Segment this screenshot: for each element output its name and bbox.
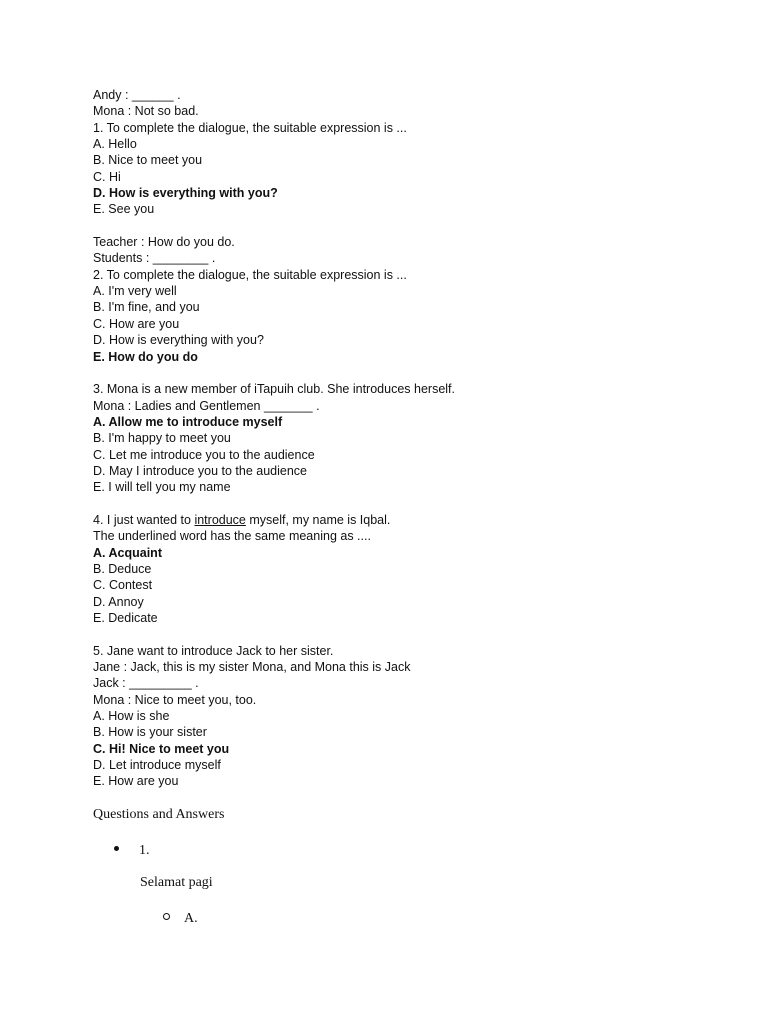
q3-option-e: E. I will tell you my name [93, 480, 231, 495]
q4-option-e: E. Dedicate [93, 611, 158, 625]
q1-question: 1. To complete the dialogue, the suitable expression is ... [93, 120, 407, 135]
q3-option-d: D. May I introduce you to the audience [93, 463, 308, 478]
q5-dialogue-jane: Jane : Jack, this is my sister Mona, and Mona this is Jack [93, 660, 411, 675]
q5-option-a: A. How is she [93, 709, 170, 724]
q1-option-d: D. How is everything with you? [93, 186, 278, 201]
qa-heading: Questions and Answers [93, 807, 225, 822]
q1-dialogue-mona: Mona : Not so bad. [93, 104, 199, 119]
q4-question-post: myself, my name is Iqbal. [245, 512, 391, 527]
q1-option-b: B. Nice to meet you [93, 153, 203, 168]
qa-sub-item-a [163, 911, 198, 927]
spacer [93, 626, 733, 642]
circle-bullet-icon [163, 913, 170, 920]
spacer [93, 496, 733, 512]
qa-list-item-1 [114, 843, 150, 859]
q4-option-a: A. Acquaint [93, 545, 162, 560]
q2-dialogue-students: Students : ________ . [93, 251, 216, 266]
bullet-icon [114, 846, 119, 851]
quiz-body [93, 87, 733, 790]
q4-question [93, 512, 733, 528]
q4-option-b: B. Deduce [93, 561, 152, 576]
q1-option-c: C. Hi [93, 169, 121, 184]
q5-dialogue-jack: Jack : _________ . [93, 676, 199, 691]
q5-question: 5. Jane want to introduce Jack to her sister. [93, 643, 334, 658]
q1-dialogue-andy: Andy : ______ . [93, 88, 181, 102]
q5-option-d: D. Let introduce myself [93, 758, 221, 773]
q2-option-e: E. How do you do [93, 349, 198, 364]
q2-dialogue-teacher: Teacher : How do you do. [93, 235, 235, 250]
q4-underlined-word: introduce [194, 512, 246, 527]
q3-option-a: A. Allow me to introduce myself [93, 414, 283, 429]
q1-option-a: A. Hello [93, 137, 137, 152]
q2-option-c: C. How are you [93, 316, 180, 331]
spacer [93, 218, 733, 234]
qa-item-number: 1. [139, 843, 150, 858]
q1-option-e: E. See you [93, 202, 155, 217]
qa-item-text: Selamat pagi [140, 875, 213, 890]
q5-option-b: B. How is your sister [93, 725, 207, 740]
q2-option-d: D. How is everything with you? [93, 333, 264, 348]
q3-dialogue-mona: Mona : Ladies and Gentlemen _______ . [93, 398, 320, 413]
q4-option-d: D. Annoy [93, 594, 144, 609]
spacer [93, 365, 733, 381]
q2-option-a: A. I'm very well [93, 284, 177, 299]
q2-question: 2. To complete the dialogue, the suitable expression is ... [93, 267, 407, 282]
q3-question: 3. Mona is a new member of iTapuih club. She introduces herself. [93, 382, 455, 397]
q2-option-b: B. I'm fine, and you [93, 300, 200, 315]
q4-instruction: The underlined word has the same meaning as .... [93, 529, 371, 544]
q5-dialogue-mona: Mona : Nice to meet you, too. [93, 692, 257, 707]
qa-sub-item-label: A. [184, 911, 198, 926]
q4-option-c: C. Contest [93, 578, 153, 593]
q4-question-pre: 4. I just wanted to [93, 512, 195, 527]
q5-option-e: E. How are you [93, 774, 179, 789]
q3-option-b: B. I'm happy to meet you [93, 431, 231, 446]
q3-option-c: C. Let me introduce you to the audience [93, 447, 315, 462]
q5-option-c: C. Hi! Nice to meet you [93, 741, 230, 756]
